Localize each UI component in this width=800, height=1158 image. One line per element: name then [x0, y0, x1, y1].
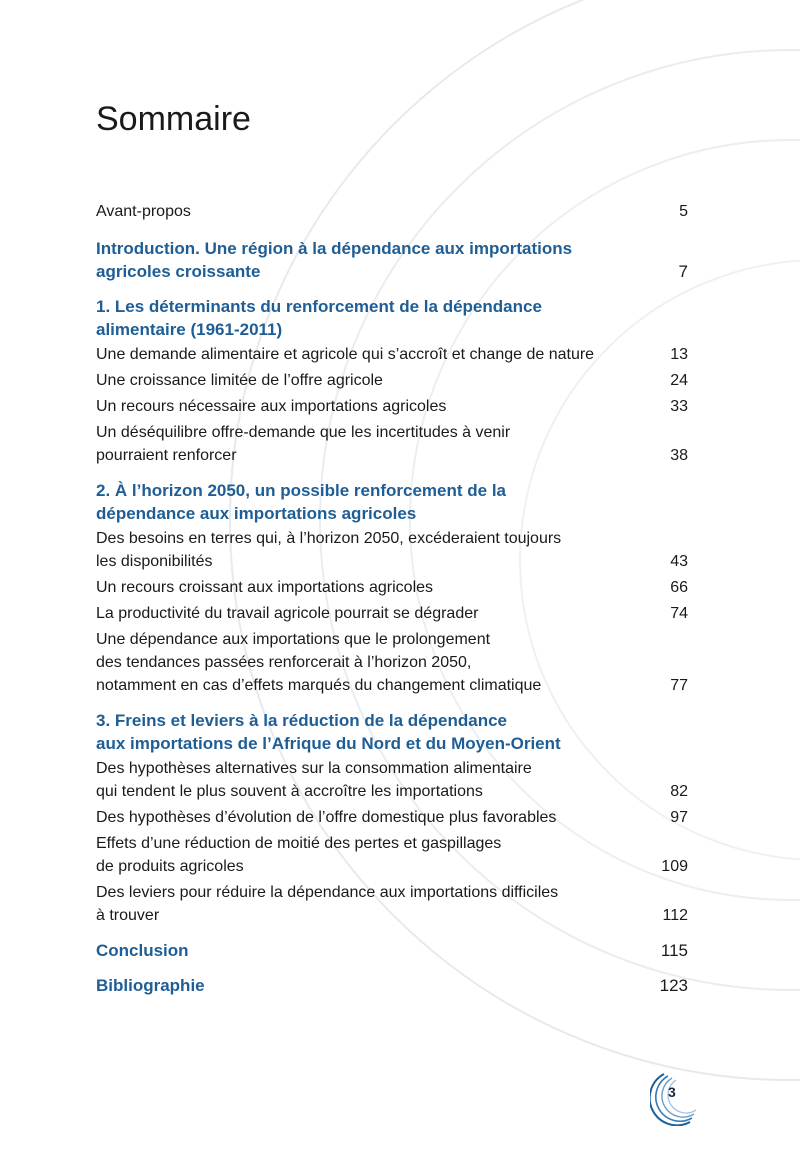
- section-title-line: 1. Les déterminants du renforcement de la dépendance: [96, 297, 542, 316]
- toc-conclusion[interactable]: [96, 939, 688, 962]
- toc-entry-page: 97: [670, 809, 688, 826]
- toc-entry-label: de produits agricoles: [96, 858, 244, 875]
- toc-entry-label: Un déséquilibre offre-demande que les incertitudes à venir: [96, 424, 511, 441]
- toc-section[interactable]: [96, 295, 688, 467]
- section-title-line: aux importations de l’Afrique du Nord et du Moyen-Orient: [96, 734, 561, 753]
- page-title: Sommaire: [96, 100, 251, 138]
- toc-entry-page: 38: [670, 447, 688, 464]
- toc-entry[interactable]: [96, 421, 688, 467]
- toc-foreword[interactable]: [96, 200, 688, 223]
- toc-entry[interactable]: [96, 602, 688, 625]
- toc-entry-page: 74: [670, 605, 688, 622]
- toc-entry-label: des tendances passées renforcerait à l’horizon 2050,: [96, 654, 472, 671]
- section-title-line: dépendance aux importations agricoles: [96, 504, 417, 523]
- toc-entry-label: Effets d’une réduction de moitié des pertes et gaspillages: [96, 835, 502, 852]
- toc-entry-label: Une dépendance aux importations que le prolongement: [96, 631, 491, 648]
- toc-entry-page: 82: [670, 783, 688, 800]
- toc-entry-label: Des besoins en terres qui, à l’horizon 2050, excéderaient toujours: [96, 530, 562, 547]
- section-title-line: alimentaire (1961-2011): [96, 320, 283, 339]
- toc-introduction[interactable]: [96, 237, 688, 283]
- toc-entry[interactable]: [96, 806, 688, 829]
- toc-entry-label: Des hypothèses alternatives sur la consommation alimentaire: [96, 760, 532, 777]
- toc-entry-label: qui tendent le plus souvent à accroître les importations: [96, 783, 483, 800]
- toc-entry-label: à trouver: [96, 907, 160, 924]
- toc-entry-page: 109: [661, 858, 688, 875]
- bibliography-label: Bibliographie: [96, 976, 205, 995]
- page-number: 3: [668, 1084, 676, 1100]
- section-title-line: 3. Freins et leviers à la réduction de la dépendance: [96, 711, 507, 730]
- toc-entry[interactable]: [96, 343, 688, 366]
- toc-section[interactable]: [96, 479, 688, 697]
- toc-entry-label: Un recours nécessaire aux importations agricoles: [96, 398, 447, 415]
- toc-entry-page: 66: [670, 579, 688, 596]
- toc-entry-label: les disponibilités: [96, 553, 213, 570]
- toc-sections: [96, 295, 688, 927]
- toc-entry-page: 43: [670, 553, 688, 570]
- toc-entry[interactable]: [96, 832, 688, 878]
- toc-entry-label: La productivité du travail agricole pourrait se dégrader: [96, 605, 479, 622]
- toc-entry[interactable]: [96, 395, 688, 418]
- toc-entry-page: 33: [670, 398, 688, 415]
- toc-entry-label: Des leviers pour réduire la dépendance aux importations difficiles: [96, 884, 559, 901]
- conclusion-label: Conclusion: [96, 941, 189, 960]
- toc-foreword-label: Avant-propos: [96, 203, 191, 220]
- toc-entry[interactable]: [96, 576, 688, 599]
- toc-entry-label: pourraient renforcer: [96, 447, 237, 464]
- toc-section[interactable]: [96, 709, 688, 927]
- toc-foreword-page: 5: [679, 203, 688, 220]
- toc-entry-page: 24: [670, 372, 688, 389]
- toc-entry[interactable]: [96, 881, 688, 927]
- toc-entry[interactable]: [96, 369, 688, 392]
- toc-entry[interactable]: [96, 527, 688, 573]
- table-of-contents: [96, 200, 688, 999]
- section-title-line: 2. À l’horizon 2050, un possible renforcement de la: [96, 481, 506, 500]
- toc-entry-label: Une demande alimentaire et agricole qui s’accroît et change de nature: [96, 346, 595, 363]
- toc-entry-page: 13: [670, 346, 688, 363]
- swirl-logo-icon: [650, 1066, 710, 1126]
- toc-entry-label: Des hypothèses d’évolution de l’offre domestique plus favorables: [96, 809, 557, 826]
- page-number-badge: [650, 1066, 710, 1126]
- toc-entry-label: notamment en cas d’effets marqués du changement climatique: [96, 677, 542, 694]
- toc-entry-page: 112: [662, 907, 688, 924]
- toc-entry-label: Un recours croissant aux importations agricoles: [96, 579, 434, 596]
- intro-title-line1: Introduction. Une région à la dépendance aux importations: [96, 239, 573, 258]
- toc-bibliography[interactable]: [96, 974, 688, 997]
- toc-entry[interactable]: [96, 628, 688, 697]
- intro-title-line2: agricoles croissante: [96, 262, 261, 281]
- conclusion-page: 115: [660, 941, 688, 960]
- toc-entry-label: Une croissance limitée de l’offre agricole: [96, 372, 383, 389]
- intro-page: 7: [678, 262, 688, 281]
- bibliography-page: 123: [659, 976, 688, 995]
- toc-entry[interactable]: [96, 757, 688, 803]
- toc-entry-page: 77: [670, 677, 688, 694]
